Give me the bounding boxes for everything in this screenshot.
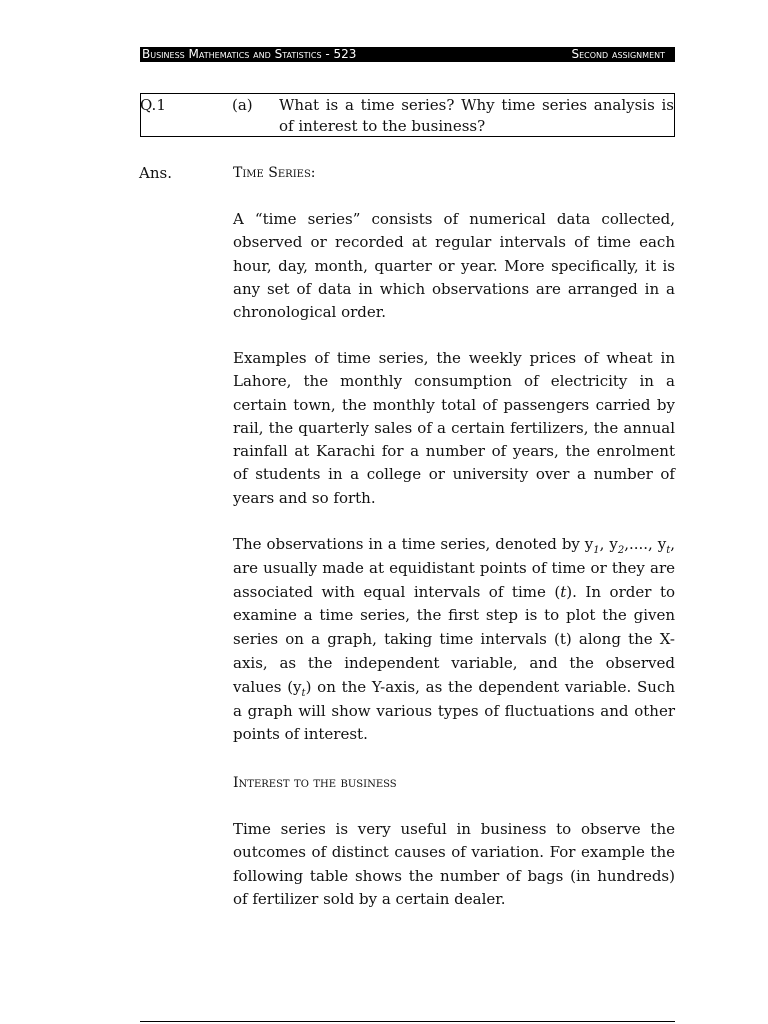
obs-text-1: The observations in a time series, denoted by y [233, 535, 594, 553]
obs-text-7: ) on the Y-axis, as the dependent variable. Such a graph will show various types of fluctuations and other points of interest. [233, 677, 675, 744]
running-header [140, 47, 675, 62]
answer-label: Ans. [139, 164, 172, 182]
question-part: (a) [232, 96, 253, 114]
paragraph-business-use: Time series is very useful in business to observe the outcomes of distinct causes of variation. For example the following table shows the number of bags (in hundreds) of fertilizer sold by a certain dealer. [233, 820, 675, 908]
paragraph-definition: A “time series” consists of numerical data collected, observed or recorded at regular intervals of time each hour, day, month, quarter or year. More specifically, it is any set of data in which observations are arranged in a chronological order. [233, 210, 675, 322]
obs-subscript-1: 1 [593, 545, 600, 556]
question-text: What is a time series? Why time series analysis is of interest to the business? [279, 96, 674, 135]
obs-italic-t: t [560, 582, 567, 601]
section-heading-time-series: Time Series: [233, 165, 316, 181]
obs-text-4: , are usually made at equidistant points of time or they are associated with equal intervals of time ( [233, 535, 675, 601]
footer-rule [140, 1021, 675, 1022]
assignment-title: Second assignment [571, 47, 665, 61]
question-box [140, 93, 675, 137]
paragraph-observations [233, 533, 675, 747]
question-number: Q.1 [140, 96, 166, 114]
obs-text-3: ,...., y [624, 535, 667, 553]
course-title: Business Mathematics and Statistics - 523 [142, 47, 357, 61]
obs-subscript-4: t [301, 687, 306, 699]
paragraph-examples: Examples of time series, the weekly prices of wheat in Lahore, the monthly consumption of electricity in a certain town, the monthly total of passengers carried by rail, the quarterly sales of a certain fertilizers, the annual rainfall at Karachi for a number of years, the enrolment of students in a college or university over a number of years and so forth. [233, 349, 675, 507]
obs-text-6: ). In order to examine a time series, the first step is to plot the given series on a graph, taking time intervals (t) along the X-axis, as the independent variable, and the observed values (y [233, 582, 676, 696]
obs-subscript-2: 2 [617, 545, 625, 556]
obs-text-2: , y [599, 535, 618, 553]
section-heading-interest: Interest to the business [233, 775, 397, 791]
obs-subscript-3: t [666, 545, 671, 556]
